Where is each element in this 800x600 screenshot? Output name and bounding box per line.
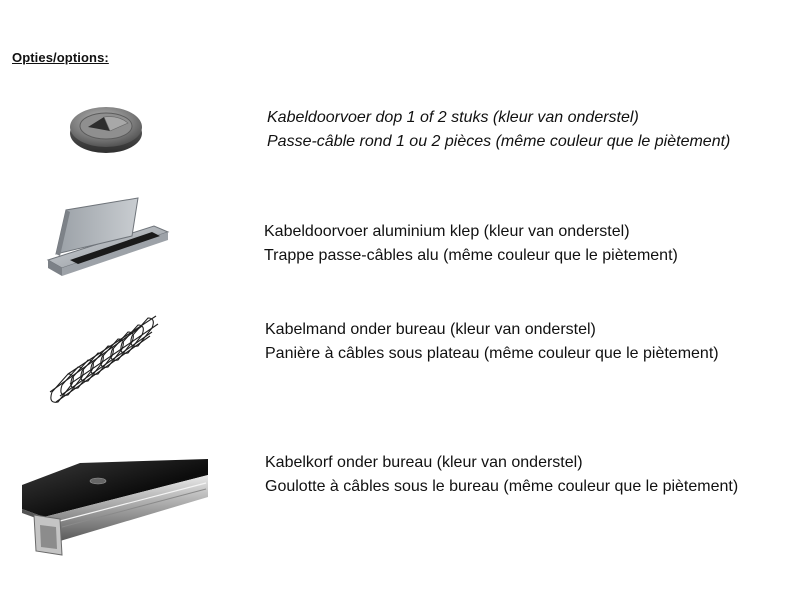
item-tray-text [265, 451, 738, 499]
item-grommet-label-nl: Kabeldoorvoer dop 1 of 2 stuks (kleur van onderstel) [267, 109, 639, 126]
item-tray-label-nl: Kabelkorf onder bureau (kleur van onderstel) [265, 454, 583, 471]
cable-tray-icon [20, 455, 210, 560]
item-grommet-text [267, 106, 730, 154]
item-basket-text [265, 318, 719, 366]
item-flap-label-nl: Kabeldoorvoer aluminium klep (kleur van onderstel) [264, 223, 630, 240]
item-flap-label-fr: Trappe passe-câbles alu (même couleur que le piètement) [264, 247, 678, 264]
item-flap-text [264, 220, 678, 268]
aluminium-cable-flap-icon [44, 196, 172, 288]
item-basket-label-fr: Panière à câbles sous plateau (même couleur que le piètement) [265, 345, 719, 362]
cable-grommet-icon [66, 97, 146, 159]
item-basket-label-nl: Kabelmand onder bureau (kleur van onderstel) [265, 321, 596, 338]
options-heading: Opties/options: [12, 50, 109, 65]
item-tray-label-fr: Goulotte à câbles sous le bureau (même couleur que le piètement) [265, 478, 739, 495]
wire-cable-basket-icon [46, 312, 162, 408]
item-grommet-label-fr: Passe-câble rond 1 ou 2 pièces (même couleur que le piètement) [267, 133, 731, 150]
